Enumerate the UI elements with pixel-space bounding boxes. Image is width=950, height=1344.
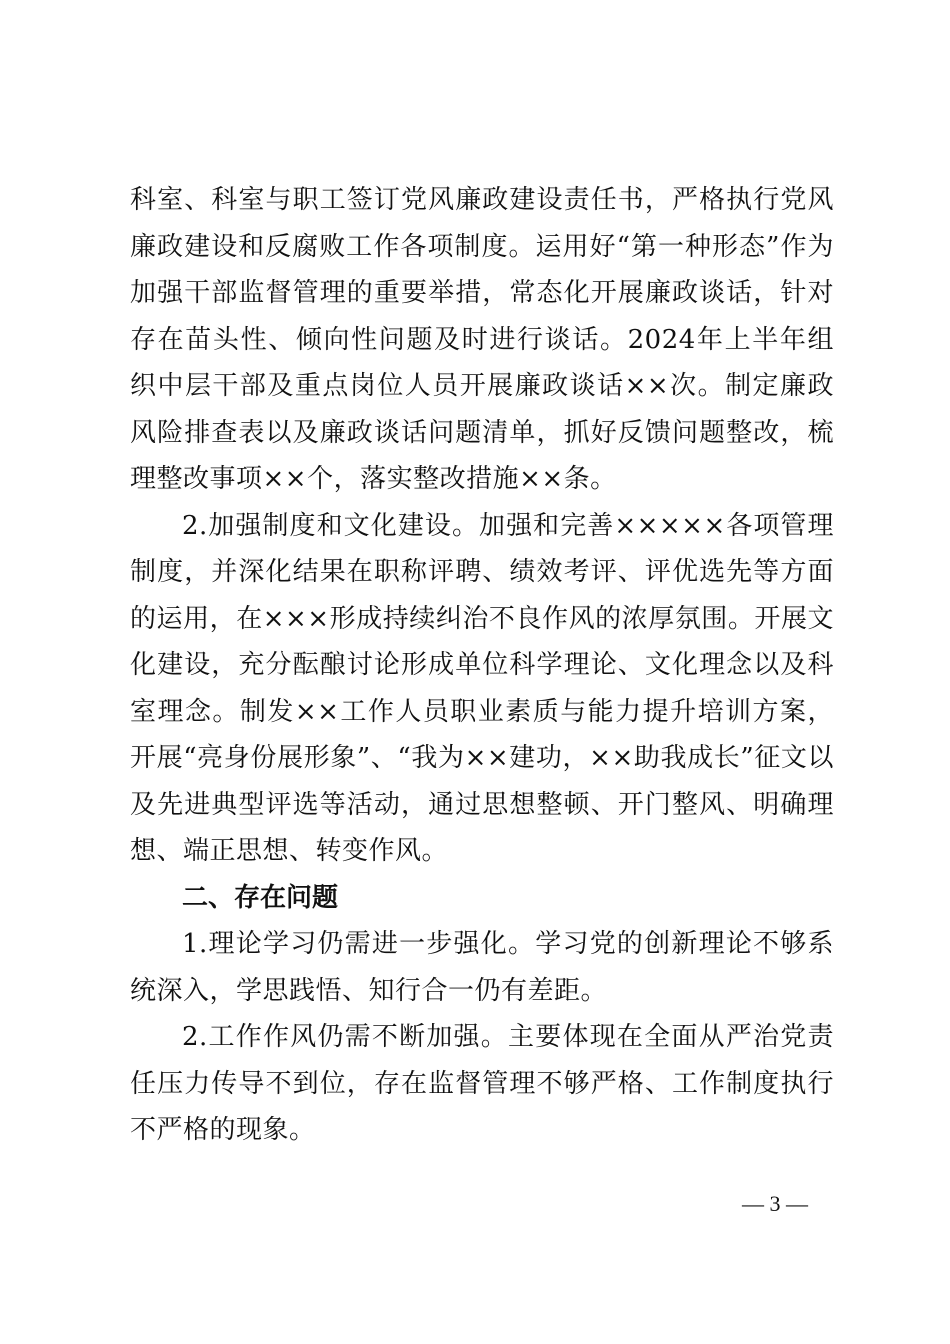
paragraph-issue-work-style: 2.工作作风仍需不断加强。主要体现在全面从严治党责任压力传导不到位，存在监督管理不够严格、工作制度执行不严格的现象。 [130, 1022, 834, 1145]
paragraph-system-culture: 2.加强制度和文化建设。加强和完善×××××各项管理制度，并深化结果在职称评聘、绩效考评、评优选先等方面的运用，在×××形成持续纠治不良作风的浓厚氛围。开展文化建设，充分酝酿讨论形成单位科学理论、文化理念以及科室理念。制发××工作人员职业素质与能力提升培训方案，开展“亮身份展形象”、“我为××建功，××助我成长”征文以及先进典型评选等活动，通过思想整顿、开门整风、明确理想、端正思想、转变作风。 [130, 510, 834, 866]
page-number: — 3 — [742, 1191, 808, 1216]
section-heading-existing-problems: 二、存在问题 [182, 882, 339, 913]
document-body [130, 177, 834, 1154]
paragraph-issue-theory-study: 1.理论学习仍需进一步强化。学习党的创新理论不够系统深入，学思践悟、知行合一仍有差距。 [130, 929, 834, 1006]
paragraph-continued: 科室、科室与职工签订党风廉政建设责任书，严格执行党风廉政建设和反腐败工作各项制度。运用好“第一种形态”作为加强干部监督管理的重要举措，常态化开展廉政谈话，针对存在苗头性、倾向性问题及时进行谈话。2024年上半年组织中层干部及重点岗位人员开展廉政谈话××次。制定廉政风险排查表以及廉政谈话问题清单，抓好反馈问题整改，梳理整改事项××个，落实整改措施××条。 [130, 185, 834, 494]
